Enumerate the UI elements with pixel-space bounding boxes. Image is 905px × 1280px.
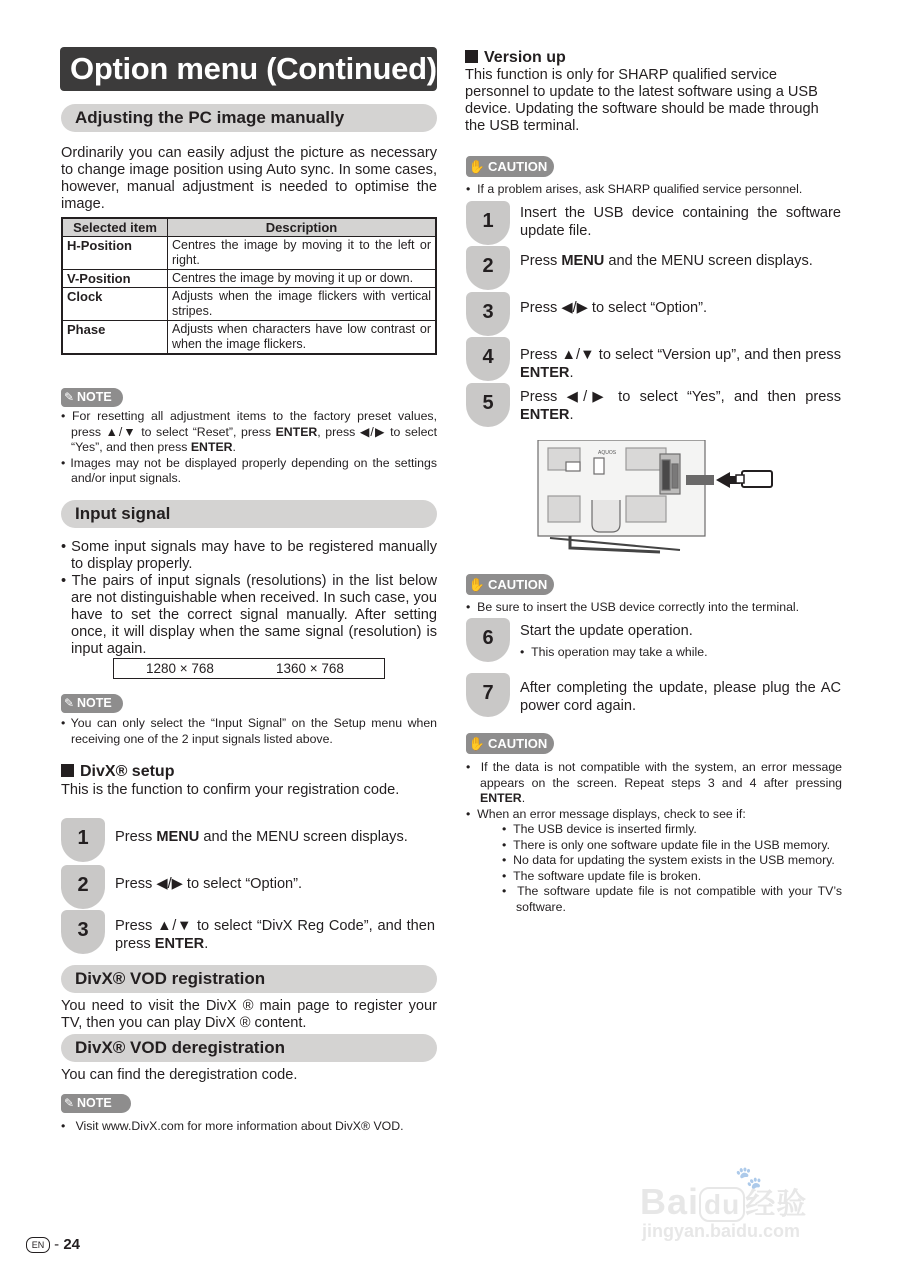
page-footer [26,1236,80,1253]
step-text-part: Press [520,253,562,269]
step-text [115,918,435,953]
note-tag [61,388,123,407]
note-bullet: • Visit www.DivX.com for more information about DivX® VOD. [61,1119,404,1133]
note-bullet: • Images may not be displayed properly depending on the settings and/or input signals. [61,455,437,485]
version-up-intro: This function is only for SHARP qualified service personnel to update to the latest software using a USB device. Updating the software should be made through the USB terminal. [465,67,819,134]
step-key: MENU [561,253,605,269]
table-cell-description: Centres the image by moving it up or down. [168,270,437,288]
table-row [62,288,436,321]
step-number: 1 [61,818,105,862]
step-subnote: • This operation may take a while. [520,645,708,659]
hand-stop-icon: ✋ [468,159,486,174]
check-item-text: No data for updating the system exists in the USB memory. [513,853,835,867]
step-text-part: and the MENU screen displays. [199,829,408,845]
note-tag [61,694,123,713]
section-heading-input-signal: Input signal [61,500,437,528]
watermark-du: du [699,1187,745,1222]
table-header-row [62,218,436,237]
caution-tag [466,733,554,754]
check-item: • There is only one software update file in the USB memory. [502,837,831,852]
step-text-part: Press ◀/▶ to select “Option”. [520,300,708,316]
step-number: 1 [466,201,510,245]
note-label: NOTE [77,696,112,710]
input-signal-bullets [61,539,437,658]
step-number: 2 [61,865,105,909]
step-text [115,829,437,847]
step-number: 4 [466,337,510,381]
step-text-part: Press ◀/▶ to select “Option”. [115,876,303,892]
caution-update-errors [466,760,842,915]
step-text [520,300,841,318]
page-title: Option menu (Continued) [60,47,437,91]
caution-tag [466,574,554,595]
step-text: Start the update operation. [520,623,693,639]
caution-label: CAUTION [488,159,548,174]
step-text-part: Press ▲/▼ to select “DivX Reg Code”, and then press [115,918,435,952]
step-text [115,876,437,894]
caution-tag [466,156,554,177]
note-text: . [232,440,236,454]
pc-adjust-table [61,217,437,355]
step-text-part: Insert the USB device containing the software update file. [520,205,841,239]
step-text-part: . [569,406,574,423]
divx-setup-heading-text: DivX® setup [80,763,175,780]
step-number: 3 [466,292,510,336]
step-key: ENTER [154,935,205,952]
table-cell-description: Centres the image by moving it to the left or right. [168,237,437,270]
section-heading-vod-registration: DivX® VOD registration [61,965,437,993]
watermark-url: jingyan.baidu.com [642,1221,801,1241]
check-item-text: The software update file is broken. [513,868,702,883]
divx-setup-intro: This is the function to confirm your registration code. [61,782,400,798]
check-item: • The USB device is inserted firmly. [502,822,697,836]
caution-version-up [466,182,842,198]
caution-bullet: • When an error message displays, check to see if: [466,806,746,821]
step-key: MENU [156,829,200,845]
step-text-part: Press ◀/▶ to select “Yes”, and then press [520,389,841,405]
caution-bullet: • If a problem arises, ask SHARP qualified service personnel. [466,182,803,196]
resolution-1280x768: 1280 × 768 [146,661,214,676]
check-item-text: The software update file is not compatible with your TV’s software. [516,884,842,914]
table-cell-description: Adjusts when the image flickers with vertical stripes. [168,288,437,321]
footer-separator: - [54,1236,60,1253]
step-number: 2 [466,246,510,290]
watermark-jingyan: 经验 [745,1187,808,1222]
step-text-part: . [569,364,574,381]
note-pc-image [61,409,437,487]
caution-text: . [521,791,526,805]
table-row [62,321,436,355]
note-enter-key: ENTER [190,440,233,454]
vod-registration-text: You need to visit the DivX ® main page to register your TV, then you can play DivX ® content. [61,998,437,1031]
check-item-text: The USB device is inserted firmly. [513,822,697,836]
bullet-text: The pairs of input signals (resolutions) in the list below are not distinguishable when received. In such case, you have to set the correct signal manually. After setting once, it will display when the same signal (resolution) is input again. [71,573,438,657]
pc-image-intro: Ordinarily you can easily adjust the picture as necessary to change image position using Auto sync. In some cases, however, manual adjustment is needed to optimise the image. [61,145,437,212]
pencil-icon: ✎ [63,390,75,404]
caution-label: CAUTION [488,736,548,751]
pencil-icon: ✎ [63,1096,75,1110]
tv-logo: AQUOS [598,450,617,456]
arrow-left-icon [716,472,730,488]
caution-text: When an error message displays, check to see if: [477,806,746,821]
note-label: NOTE [77,390,112,404]
check-item-text: There is only one software update file in the USB memory. [513,837,831,852]
language-badge: EN [26,1237,50,1253]
table-row [62,237,436,270]
version-up-heading [465,49,566,67]
table-cell-item: Clock [62,288,168,321]
hand-stop-icon: ✋ [468,736,486,751]
note-text: , press ◀/▶ to select “Yes”, and then press [71,424,437,454]
step-text-part: and the MENU screen displays. [604,253,813,269]
bullet-item: • The pairs of input signals (resolutions) in the list below are not distinguishable when received. In such case, you have to set the correct signal manually. After setting once, it will display when the same signal (resolution) is input again. [61,573,438,657]
table-row [62,270,436,288]
table-cell-description: Adjusts when characters have low contrast or when the image flickers. [168,321,437,355]
step-subnote-text: This operation may take a while. [531,645,708,659]
step-text [520,205,841,240]
note-enter-key: ENTER [275,424,318,439]
square-bullet-icon [61,764,74,777]
caution-usb-insert [466,600,842,616]
table-cell-item: V-Position [62,270,168,288]
baidu-watermark [640,1165,860,1245]
step-number: 7 [466,673,510,717]
section-heading-pc-image: Adjusting the PC image manually [61,104,437,132]
check-item: • The software update file is broken. [502,868,702,883]
caution-bullet: • If the data is not compatible with the system, an error message appears on the screen. Repeat steps 3 and 4 after pressing ENTER. [466,760,843,805]
step-text-part: . [204,935,209,952]
check-item: • The software update file is not compatible with your TV’s software. [502,884,842,914]
caution-text: If the data is not compatible with the system, an error message appears on the screen. Repeat steps 3 and 4 after pressing [480,760,843,790]
paw-icon: 🐾 [735,1165,763,1190]
step-text [520,253,841,271]
note-input-signal [61,716,437,747]
resolution-list-box [113,658,385,679]
note-bullet: • For resetting all adjustment items to the factory preset values, press ▲/▼ to select “Reset”, press ENTER, press ◀/▶ to select “Yes”, and then press ENTER. [61,409,437,454]
watermark-bai: Bai [640,1181,700,1222]
step-number: 5 [466,383,510,427]
note-tag [61,1094,131,1113]
step-text [520,347,841,382]
note-text: Visit www.DivX.com for more information about DivX® VOD. [75,1119,404,1133]
vod-deregistration-text: You can find the deregistration code. [61,1067,298,1083]
table-header-description: Description [168,218,437,237]
note-bullet: • You can only select the “Input Signal” on the Setup menu when receiving one of the 2 input signals listed above. [61,716,437,746]
step-text: After completing the update, please plug the AC power cord again. [520,680,841,714]
page-number: 24 [63,1236,81,1253]
note-text: For resetting all adjustment items to the factory preset values, press ▲/▼ to select “Reset”, press [71,409,437,439]
step-text [520,389,841,424]
caution-text: If a problem arises, ask SHARP qualified service personnel. [477,182,803,196]
caution-enter-key: ENTER [480,791,522,805]
tv-back-panel [538,440,705,552]
caution-label: CAUTION [488,577,548,592]
hand-stop-icon: ✋ [468,577,486,592]
version-up-heading-text: Version up [484,49,566,66]
tv-usb-illustration [530,440,780,555]
section-heading-vod-deregistration: DivX® VOD deregistration [61,1034,437,1062]
divx-setup-heading [61,763,174,781]
bullet-text: Some input signals may have to be registered manually to display properly. [71,539,437,572]
step-number: 3 [61,910,105,954]
table-cell-item: Phase [62,321,168,355]
table-cell-item: H-Position [62,237,168,270]
step-key: ENTER [520,364,570,381]
step-key: ENTER [520,406,570,423]
step-text-part: Press [115,829,157,845]
step-number: 6 [466,618,510,662]
note-text: You can only select the “Input Signal” on the Setup menu when receiving one of the 2 input signals listed above. [70,716,437,746]
square-bullet-icon [465,50,478,63]
note-divx-vod [61,1119,437,1135]
resolution-1360x768: 1360 × 768 [276,661,344,676]
bullet-item: • Some input signals may have to be registered manually to display properly. [61,539,437,572]
table-header-item: Selected item [62,218,168,237]
check-item: • No data for updating the system exists in the USB memory. [502,853,835,867]
caution-bullet: • Be sure to insert the USB device correctly into the terminal. [466,600,800,614]
caution-text: Be sure to insert the USB device correctly into the terminal. [477,600,800,614]
pencil-icon: ✎ [63,696,75,710]
note-text: Images may not be displayed properly depending on the settings and/or input signals. [70,455,437,485]
note-label: NOTE [77,1096,112,1110]
step-text-part: Press ▲/▼ to select “Version up”, and then press [520,347,841,363]
